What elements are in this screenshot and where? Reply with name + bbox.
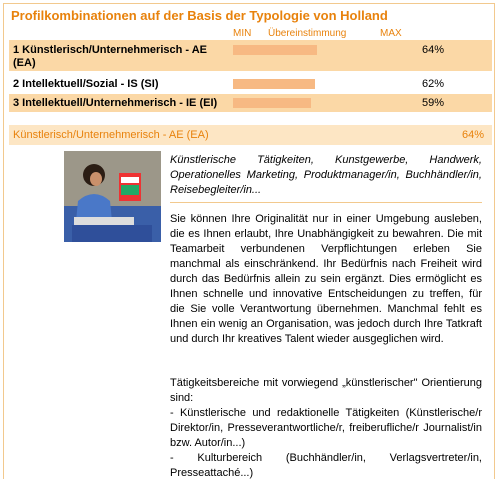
areas-intro: Tätigkeitsbereiche mit vorwiegend „künstlerischer" Orientierung sind: <box>170 377 482 404</box>
section-percent: 64% <box>461 129 484 141</box>
section-header <box>9 125 492 145</box>
profile-row-3[interactable] <box>9 94 492 112</box>
profile-row-label: 1 Künstlerisch/Unternehmerisch - AE (EA) <box>13 44 207 69</box>
header-min: MIN <box>233 28 252 39</box>
match-percent: 62% <box>422 78 445 90</box>
profile-row-2[interactable] <box>9 75 492 93</box>
header-max: MAX <box>380 28 402 39</box>
area-item: - Kulturbereich (Buchhändler/in, Verlagsvertreter/in, Presseattaché...) <box>170 452 482 479</box>
match-percent: 59% <box>422 97 445 109</box>
panel-title: Profilkombinationen auf der Basis der Typologie von Holland <box>11 8 388 23</box>
divider <box>170 202 482 203</box>
activity-areas <box>170 376 482 481</box>
profile-row-label: 2 Intellektuell/Sozial - IS (SI) <box>13 78 159 90</box>
profile-description: Sie können Ihre Originalität nur in einer Umgebung ausleben, die es Ihnen erlaubt, Ihre Unabhängigkeit zu bewahren. Die mit Teamarbeit verbundenen Verpflichtungen erleben Sie manchmal als einschränkend. Ihr Bedürfnis nach Freiheit wird durch das Bedürfnis allein zu sein ergänzt. Dies ermöglicht es Ihnen schnelle und innovative Entscheidungen zu treffen, für die Sie volle Verantwortung übernehmen. Manchmal fehlt es Ihnen ein wenig an Organisation, was jedoch durch Ihre Tatkraft und durch Ihr kreatives Talent wieder ausgeglichen wird. <box>170 213 482 345</box>
photo-illustration <box>64 151 161 242</box>
match-bar <box>233 45 317 55</box>
job-examples: Künstlerische Tätigkeiten, Kunstgewerbe, Handwerk, Operationelles Marketing, Produktmanager/in, Buchhändler/in, Reisebegleiter/in... <box>170 154 482 196</box>
profile-photo <box>64 151 161 242</box>
area-item: - Künstlerische und redaktionelle Tätigkeiten (Künstlerische/r Direktor/in, Presseverantwortliche/r, freiberufliche/r Journalist/in bzw. Autor/in...) <box>170 407 482 449</box>
match-percent: 64% <box>422 44 445 56</box>
profile-row-1[interactable] <box>9 40 492 71</box>
profile-row-label: 3 Intellektuell/Unternehmerisch - IE (EI) <box>13 97 218 109</box>
header-match: Übereinstimmung <box>268 28 347 39</box>
match-bar <box>233 98 311 108</box>
section-title: Künstlerisch/Unternehmerisch - AE (EA) <box>13 129 209 141</box>
match-bar <box>233 79 315 89</box>
